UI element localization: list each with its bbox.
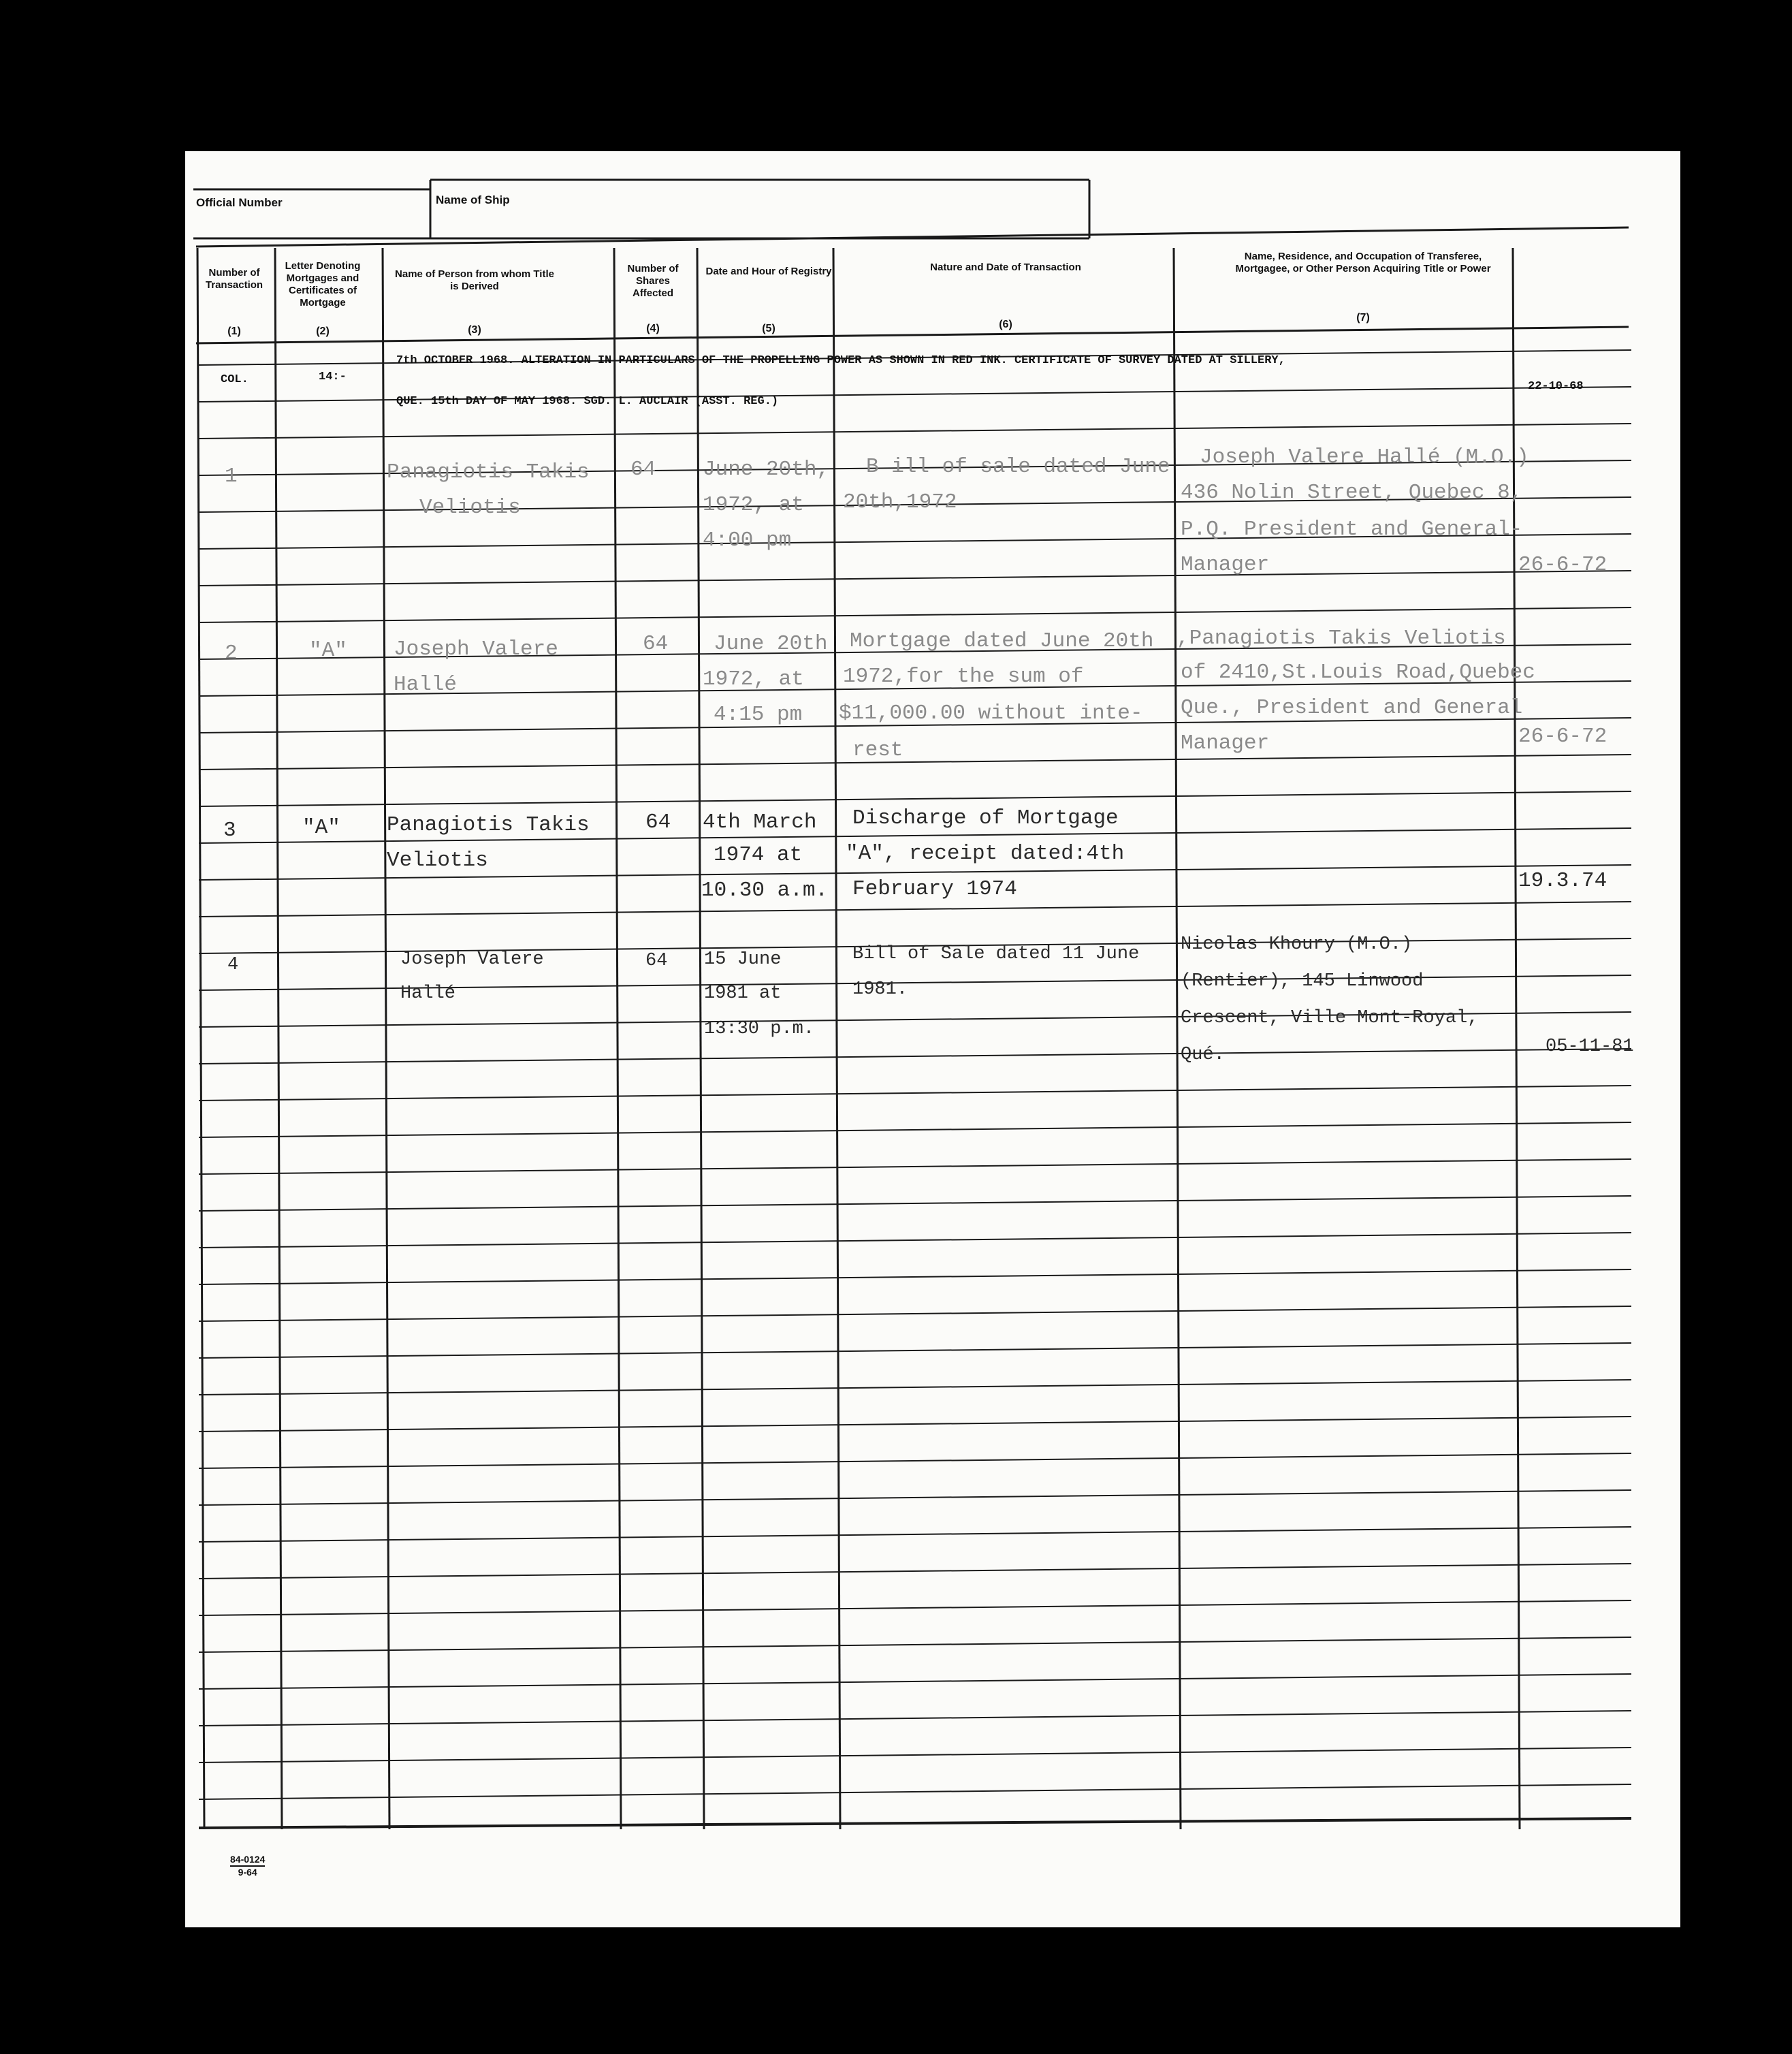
col-header-letter: Letter Denoting Mortgages and Certificates of Mortgage: [285, 260, 361, 309]
entry-2-nature-line-4: rest: [852, 738, 903, 762]
entry-4-nature-line-2: 1981.: [852, 979, 908, 1000]
column-rule: [1174, 248, 1181, 1829]
entry-2-registry-line-3: 4:15 pm: [714, 703, 803, 727]
entry-3-shares: 64: [645, 810, 671, 834]
entry-4-registry-line-2: 1981 at: [704, 983, 782, 1004]
col-header-acquirer: Name, Residence, and Occupation of Transferee, Mortgagee, or Other Person Acquiring Title or Power: [1235, 251, 1491, 274]
note-line-2: QUE. 15th DAY OF MAY 1968. SGD. L. AUCLAIR (ASST. REG.): [396, 395, 779, 408]
entry-1-registry-line-2: 1972, at: [703, 493, 804, 517]
entry-2-acquirer-line-2: of 2410,St.Louis Road,Quebec: [1181, 661, 1535, 684]
form-number: [230, 1854, 265, 1878]
entry-1-acquirer-line-4: Manager: [1181, 553, 1270, 577]
row-rule: [199, 1453, 1631, 1468]
entry-1-nature-line-2: 20th,1972: [843, 490, 957, 514]
col-num-2: (2): [316, 326, 330, 337]
entry-2-letter: "A": [309, 639, 347, 663]
row-rule: [199, 791, 1631, 806]
column-rule: [833, 248, 840, 1829]
entry-4-date: 05-11-81: [1546, 1037, 1634, 1057]
entry-1-acquirer-line-1: Joseph Valere Hallé (M.O.): [1200, 445, 1529, 469]
row-rule: [199, 1417, 1631, 1432]
entry-1-acquirer-line-3: P.Q. President and General-: [1181, 518, 1523, 541]
entry-3-nature-line-1: Discharge of Mortgage: [852, 806, 1119, 830]
row-rule: [199, 755, 1631, 770]
note-col2: 14:-: [319, 370, 347, 383]
entry-2-date: 26-6-72: [1518, 725, 1607, 748]
row-rule: [199, 1049, 1631, 1064]
row-rule: [199, 571, 1631, 586]
entry-4-registry-line-3: 13:30 p.m.: [704, 1019, 815, 1039]
row-rule: [199, 1269, 1631, 1284]
entry-3-nature-line-3: February 1974: [852, 877, 1017, 901]
col-num-6: (6): [999, 319, 1012, 330]
col-header-number: Number of Transaction: [205, 267, 263, 291]
entry-2-registry-line-1: June 20th: [714, 632, 828, 656]
entry-1-registry-line-1: June 20th,: [703, 458, 830, 481]
row-rule: [199, 1490, 1631, 1505]
column-rule: [383, 248, 389, 1829]
entry-1-date: 26-6-72: [1518, 553, 1607, 577]
entry-4-acquirer-line-2: (Rentier), 145 Linwood: [1181, 971, 1424, 992]
entry-3-nature-line-2: "A", receipt dated:4th: [846, 842, 1125, 866]
entry-2-nature-line-1: Mortgage dated June 20th: [850, 629, 1154, 653]
ruled-grid: [185, 151, 1680, 1927]
col-num-1: (1): [227, 326, 241, 337]
entry-1-acquirer-line-2: 436 Nolin Street, Quebec 8,: [1181, 481, 1523, 505]
official-number-label: Official Number: [196, 196, 283, 209]
row-rule: [199, 902, 1631, 917]
register-page: [185, 151, 1680, 1927]
entry-4-acquirer-line-3: Crescent, Ville Mont-Royal,: [1181, 1008, 1479, 1028]
ship-name-label: Name of Ship: [436, 193, 510, 206]
col-num-3: (3): [468, 324, 481, 336]
col-num-4: (4): [646, 323, 660, 334]
col-header-from: Name of Person from whom Title is Derived: [395, 268, 554, 292]
entry-2-acquirer-line-1: ,Panagiotis Takis Veliotis: [1177, 627, 1506, 650]
entry-2-from-line-1: Joseph Valere: [394, 637, 558, 661]
entry-3-registry-line-1: 4th March: [703, 810, 817, 834]
entry-2-shares: 64: [643, 632, 669, 656]
row-rule: [199, 1343, 1631, 1358]
row-rule: [199, 1159, 1631, 1174]
entry-1-from-line-2: Veliotis: [419, 496, 521, 520]
row-rule: [199, 1122, 1631, 1137]
entry-4-from-line-1: Joseph Valere: [400, 949, 544, 970]
entry-4-nature-line-1: Bill of Sale dated 11 June: [852, 944, 1140, 964]
row-rule: [199, 607, 1631, 622]
entry-3-letter: "A": [302, 816, 340, 840]
row-rule: [199, 424, 1631, 439]
entry-2-acquirer-line-3: Que., President and General: [1181, 696, 1523, 720]
entry-1-from-line-1: Panagiotis Takis: [387, 460, 590, 484]
entry-2-nature-line-2: 1972,for the sum of: [843, 665, 1084, 689]
entry-3-date: 19.3.74: [1518, 869, 1607, 893]
form-number-line-2: 9-64: [230, 1865, 265, 1878]
row-rule: [199, 1600, 1631, 1615]
row-rule: [199, 1086, 1631, 1101]
column-rule: [275, 248, 282, 1829]
row-rule: [199, 1233, 1631, 1248]
row-rule: [199, 1380, 1631, 1395]
row-rule: [199, 1637, 1631, 1652]
col-num-7: (7): [1356, 312, 1370, 323]
entry-1-nature-line-1: B ill of sale dated June: [866, 455, 1170, 479]
entry-4-from-line-2: Hallé: [400, 983, 456, 1004]
entry-4-shares: 64: [645, 951, 668, 971]
entry-2-registry-line-2: 1972, at: [703, 667, 804, 691]
entry-1-registry-line-3: 4:00 pm: [703, 528, 792, 552]
row-rule: [199, 1527, 1631, 1542]
note-col1: COL.: [221, 373, 249, 386]
row-rule: [199, 1196, 1631, 1211]
column-rule: [697, 248, 704, 1829]
entry-4-number: 4: [227, 955, 239, 975]
col-header-registry: Date and Hour of Registry: [705, 266, 832, 277]
entry-3-from-line-2: Veliotis: [387, 849, 488, 872]
col-num-5: (5): [762, 323, 775, 334]
row-rule: [199, 1674, 1631, 1689]
column-rule: [614, 248, 621, 1829]
row-rule: [199, 1711, 1631, 1726]
entry-1-shares: 64: [630, 458, 656, 481]
entry-3-number: 3: [223, 819, 236, 842]
entry-3-registry-line-2: 1974 at: [714, 843, 803, 867]
form-number-line-1: 84-0124: [230, 1854, 266, 1865]
col-header-nature: Nature and Date of Transaction: [930, 262, 1081, 273]
note-date: 22-10-68: [1528, 380, 1584, 393]
note-line-1: 7th OCTOBER 1968. ALTERATION IN PARTICULARS OF THE PROPELLING POWER AS SHOWN IN RED INK. CERTIFICATE OF SURVEY DATED AT SILLERY,: [396, 354, 1285, 367]
header-rule: [196, 227, 1629, 247]
entry-1-number: 1: [225, 464, 238, 488]
entry-4-acquirer-line-1: Nicolas Khoury (M.O.): [1181, 934, 1413, 955]
row-rule: [199, 1748, 1631, 1763]
column-rule: [197, 248, 204, 1829]
row-rule: [199, 1306, 1631, 1321]
entry-3-registry-line-3: 10.30 a.m.: [701, 879, 829, 902]
entry-2-from-line-2: Hallé: [394, 673, 458, 697]
bottom-rule: [199, 1818, 1631, 1828]
entry-2-nature-line-3: $11,000.00 without inte-: [839, 701, 1143, 725]
entry-4-registry-line-1: 15 June: [704, 949, 782, 970]
row-rule: [199, 1564, 1631, 1579]
entry-4-acquirer-line-4: Qué.: [1181, 1045, 1225, 1065]
entry-3-from-line-1: Panagiotis Takis: [387, 813, 590, 837]
entry-2-acquirer-line-4: Manager: [1181, 731, 1270, 755]
row-rule: [199, 1784, 1631, 1799]
entry-2-number: 2: [225, 642, 238, 665]
col-header-shares: Number of Shares Affected: [627, 263, 679, 299]
